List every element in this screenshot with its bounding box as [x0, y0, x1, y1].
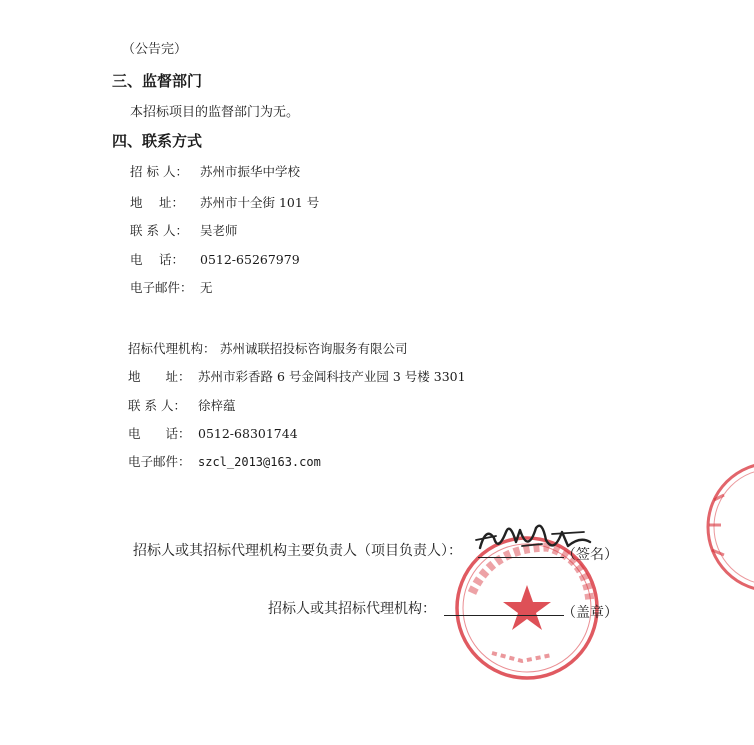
- field-label: 地 址：: [130, 195, 184, 210]
- tenderer-email-row: [130, 278, 213, 296]
- field-value: 吴老师: [200, 223, 238, 238]
- agency-email-row: [128, 452, 321, 470]
- field-label: 联 系 人：: [130, 223, 188, 238]
- field-value: 苏州诚联招投标咨询服务有限公司: [220, 341, 408, 356]
- section-3-body: 本招标项目的监督部门为无。: [130, 105, 300, 120]
- signatory-label: 招标人或其招标代理机构主要负责人（项目负责人）：: [133, 543, 462, 559]
- signature-suffix: （签名）: [562, 547, 618, 563]
- field-label: 电 话：: [130, 252, 184, 267]
- field-value: 0512-65267979: [200, 252, 300, 267]
- field-value: 苏州市振华中学校: [200, 164, 301, 179]
- field-label: 招标代理机构：: [128, 341, 216, 356]
- seal-label: 招标人或其招标代理机构：: [268, 601, 436, 617]
- agency-phone-row: [128, 424, 298, 442]
- field-value: 无: [200, 280, 213, 295]
- seal-underline: [444, 615, 564, 616]
- tenderer-address-row: [130, 193, 319, 211]
- field-value: 0512-68301744: [198, 426, 298, 441]
- section-4-title: 四、联系方式: [112, 132, 203, 150]
- field-value: 徐梓蕴: [198, 398, 236, 413]
- agency-contact-row: [128, 396, 236, 414]
- field-label: 电子邮件：: [128, 454, 191, 469]
- field-label: 联 系 人：: [128, 398, 186, 413]
- field-value: 苏州市彩香路 6 号金阊科技产业园 3 号楼 3301: [198, 369, 466, 384]
- partial-seal-right: [694, 455, 754, 605]
- field-label: 地 址：: [128, 369, 191, 384]
- agency-name-row: [128, 339, 408, 357]
- tenderer-contact-row: [130, 221, 238, 239]
- field-value: 苏州市十全街 101 号: [200, 195, 320, 210]
- agency-address-row: [128, 367, 466, 385]
- section-3-title: 三、监督部门: [112, 72, 203, 90]
- field-label: 电子邮件：: [130, 280, 193, 295]
- field-value: szcl_2013@163.com: [198, 455, 321, 469]
- announcement-end: （公告完）: [122, 42, 188, 57]
- field-label: 电 话：: [128, 426, 191, 441]
- tenderer-phone-row: [130, 250, 300, 268]
- tenderer-name-row: [130, 162, 300, 180]
- seal-suffix: （盖章）: [562, 605, 618, 621]
- field-label: 招 标 人：: [130, 164, 188, 179]
